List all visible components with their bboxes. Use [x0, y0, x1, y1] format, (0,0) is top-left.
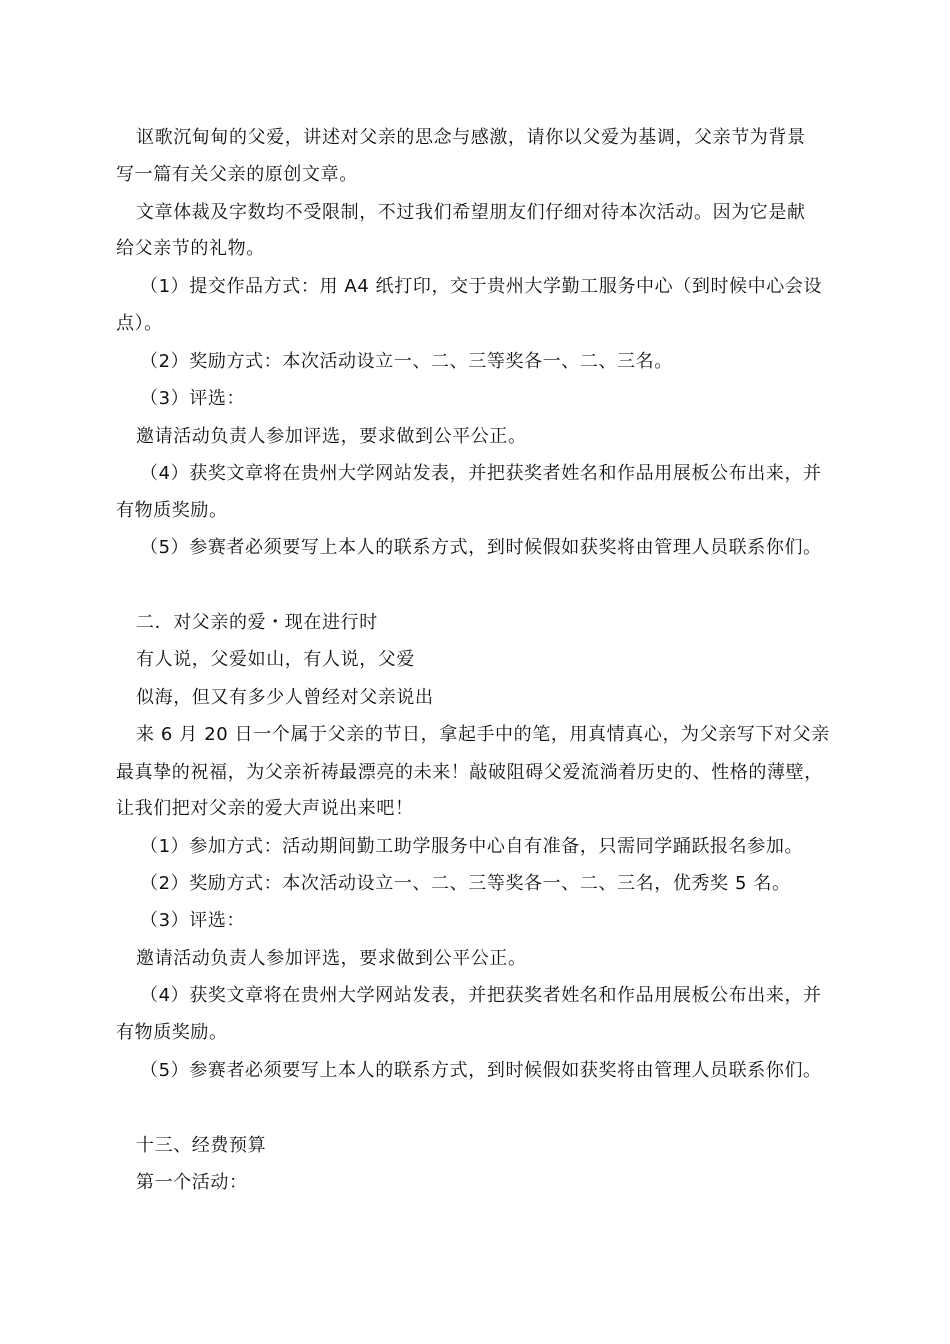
paragraph-line: （1）参加方式：活动期间勤工助学服务中心自有准备，只需同学踊跃报名参加。 [140, 836, 804, 857]
paragraph-line: （1）提交作品方式：用 A4 纸打印，交于贵州大学勤工服务中心（到时候中心会设 [140, 276, 823, 297]
paragraph-line: 来 6 月 20 日一个属于父亲的节日，拿起手中的笔，用真情真心，为父亲写下对父亲 [136, 724, 830, 745]
paragraph-line: 讴歌沉甸甸的父爱，讲述对父亲的思念与感激，请你以父爱为基调，父亲节为背景 [136, 127, 806, 148]
section-heading: 十三、经费预算 [136, 1135, 267, 1156]
paragraph-line: （4）获奖文章将在贵州大学网站发表，并把获奖者姓名和作品用展板公布出来，并 [140, 463, 822, 484]
paragraph-line: 邀请活动负责人参加评选，要求做到公平公正。 [136, 948, 527, 969]
paragraph-line: 点）。 [116, 313, 163, 334]
paragraph-line: 让我们把对父亲的爱大声说出来吧！ [116, 798, 414, 819]
paragraph-line: 给父亲节的礼物。 [116, 238, 265, 259]
paragraph-line: 最真挚的祝福，为父亲祈祷最漂亮的未来！敲破阻碍父爱流淌着历史的、性格的薄壁， [116, 762, 823, 783]
paragraph-line: （3）评选： [140, 910, 246, 931]
paragraph-line: 第一个活动： [136, 1172, 248, 1193]
paragraph-line: （3）评选： [140, 388, 246, 409]
paragraph-line: 有人说，父爱如山，有人说，父爱 [136, 649, 415, 670]
paragraph-line: （2）奖励方式：本次活动设立一、二、三等奖各一、二、三名。 [140, 351, 673, 372]
paragraph-line: （4）获奖文章将在贵州大学网站发表，并把获奖者姓名和作品用展板公布出来，并 [140, 985, 822, 1006]
paragraph-line: 有物质奖励。 [116, 500, 228, 521]
paragraph-line: 邀请活动负责人参加评选，要求做到公平公正。 [136, 426, 527, 447]
paragraph-line: 有物质奖励。 [116, 1022, 228, 1043]
section-heading: 二．对父亲的爱・现在进行时 [136, 612, 378, 633]
paragraph-line: 写一篇有关父亲的原创文章。 [116, 164, 358, 185]
paragraph-line: （2）奖励方式：本次活动设立一、二、三等奖各一、二、三名，优秀奖 5 名。 [140, 873, 791, 894]
paragraph-line: （5）参赛者必须要写上本人的联系方式，到时候假如获奖将由管理人员联系你们。 [140, 537, 822, 558]
paragraph-line: 文章体裁及字数均不受限制，不过我们希望朋友们仔细对待本次活动。因为它是献 [136, 202, 806, 223]
paragraph-line: （5）参赛者必须要写上本人的联系方式，到时候假如获奖将由管理人员联系你们。 [140, 1060, 822, 1081]
paragraph-line: 似海，但又有多少人曾经对父亲说出 [136, 687, 434, 708]
